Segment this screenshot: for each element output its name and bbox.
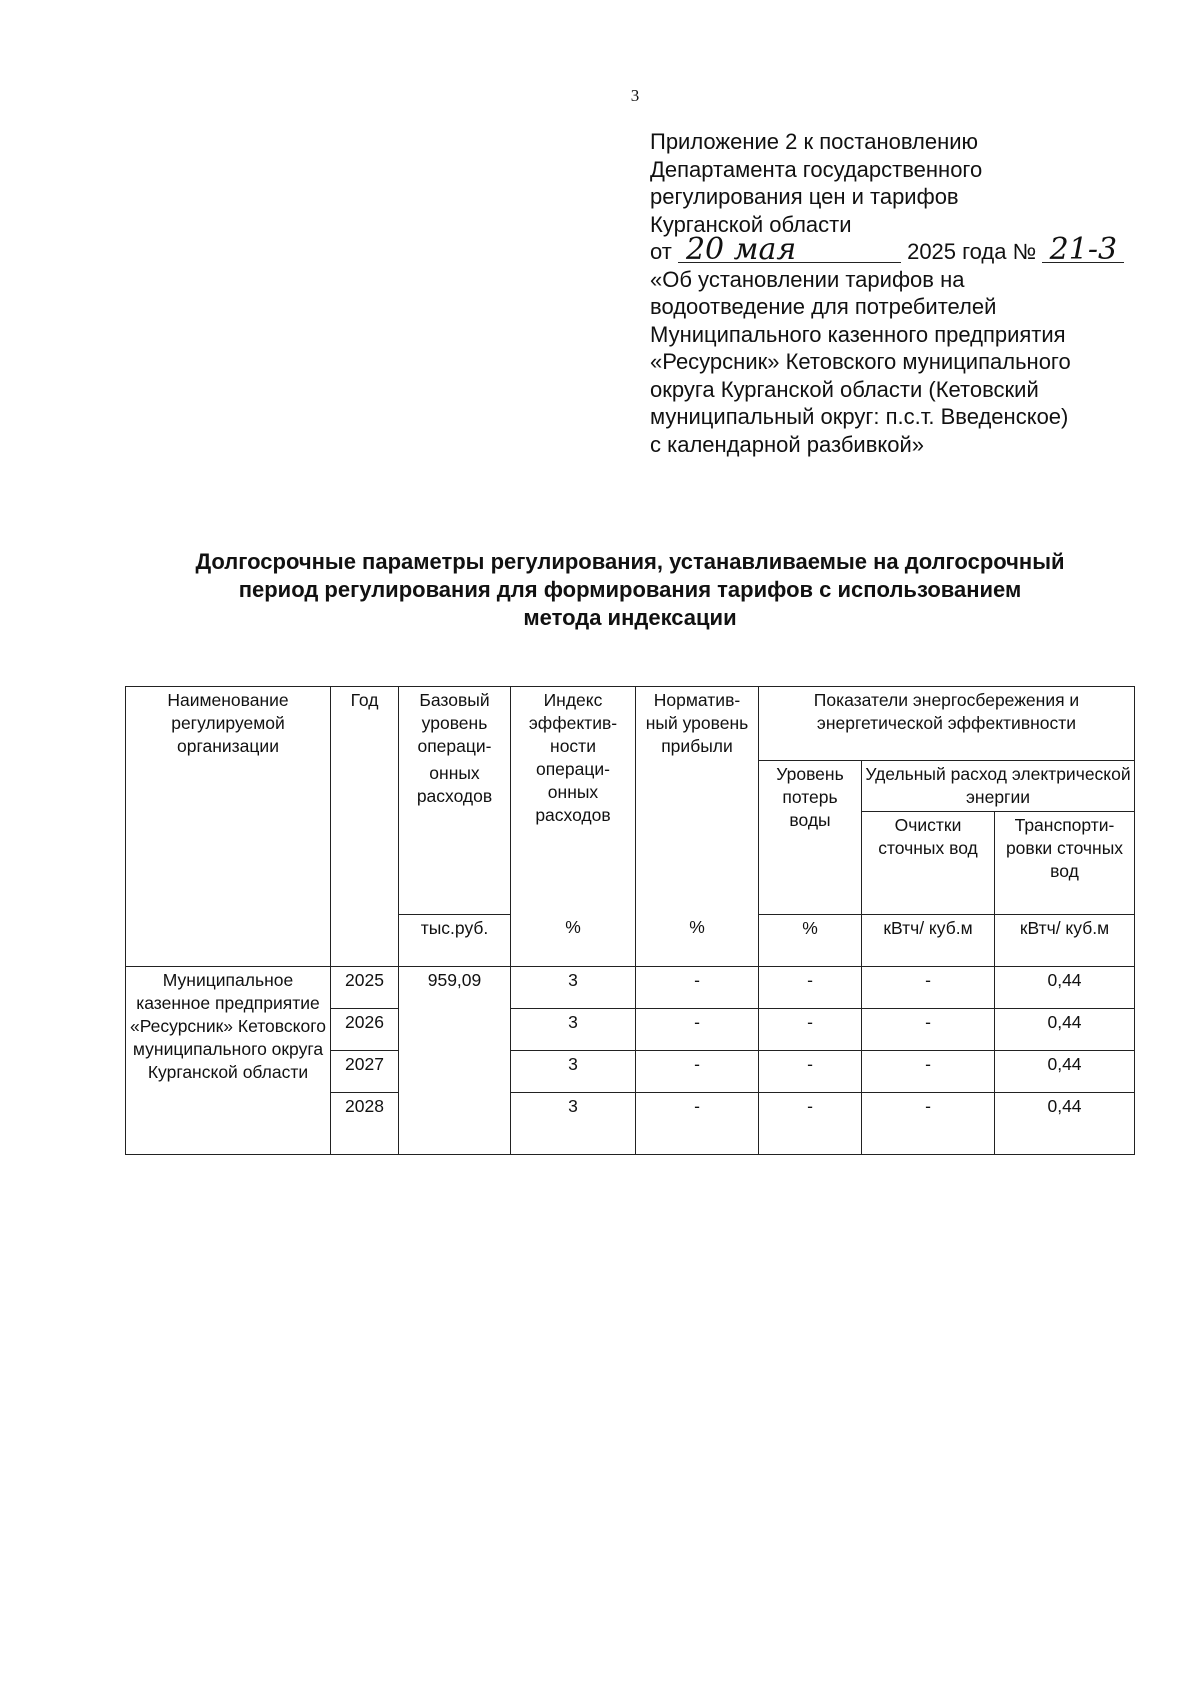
unit-treatment: кВтч/ куб.м xyxy=(862,914,995,966)
cell-profit: - xyxy=(636,1050,759,1092)
cell-year: 2028 xyxy=(331,1092,399,1154)
cell-transport: 0,44 xyxy=(995,1092,1135,1154)
appendix-line: муниципальный округ: п.с.т. Введенское) xyxy=(650,404,1069,429)
appendix-line: Департамента государственного xyxy=(650,156,983,182)
appendix-line: регулирования цен и тарифов xyxy=(650,184,959,209)
header-specific-consumption: Удельный расход электрической энергии xyxy=(862,760,1135,811)
appendix-line: округа Курганской области (Кетовский xyxy=(650,376,1039,402)
title-line: Долгосрочные параметры регулирования, устанавливаемые на долгосрочный xyxy=(195,549,1065,574)
page-number: 3 xyxy=(630,86,640,105)
header-organization: Наименование регулируемой организации xyxy=(126,687,331,915)
cell-index: 3 xyxy=(511,1050,636,1092)
cell-treatment: - xyxy=(862,966,995,1008)
header-energy-group: Показатели энергосбережения и энергетической эффективности xyxy=(759,687,1135,761)
base-value: 959,09 xyxy=(399,966,511,1154)
cell-transport: 0,44 xyxy=(995,1050,1135,1092)
cell-profit: - xyxy=(636,966,759,1008)
header-efficiency-index: Индекс эффектив-ности операци-онных расходов xyxy=(511,687,636,915)
header-water-loss: Уровень потерь воды xyxy=(759,760,862,914)
cell-year: 2025 xyxy=(331,966,399,1008)
cell-loss: - xyxy=(759,1008,862,1050)
cell-index: 3 xyxy=(511,1008,636,1050)
organization-name: Муниципальное казенное предприятие «Ресурсник» Кетовского муниципального округа Курганской области xyxy=(126,966,331,1154)
appendix-line: Муниципального казенного предприятия xyxy=(650,321,1066,347)
handwritten-number: 21-3 xyxy=(1042,238,1124,263)
cell-year: 2027 xyxy=(331,1050,399,1092)
header-year: Год xyxy=(331,687,399,967)
appendix-line: Курганской области xyxy=(650,211,852,237)
date-prefix: от xyxy=(650,239,672,264)
cell-index: 3 xyxy=(511,966,636,1008)
cell-loss: - xyxy=(759,1050,862,1092)
cell-year: 2026 xyxy=(331,1008,399,1050)
document-title xyxy=(140,548,1120,632)
cell-profit: - xyxy=(636,1008,759,1050)
appendix-line: с календарной разбивкой» xyxy=(650,431,925,457)
appendix-header xyxy=(650,128,1170,458)
header-transport: Транспорти-ровки сточных вод xyxy=(995,811,1135,914)
appendix-line: «Ресурсник» Кетовского муниципального xyxy=(650,349,1071,374)
title-line: метода индексации xyxy=(523,605,737,630)
unit-loss: % xyxy=(759,914,862,966)
appendix-line: водоотведение для потребителей xyxy=(650,294,997,319)
cell-transport: 0,44 xyxy=(995,966,1135,1008)
appendix-date-line xyxy=(650,232,1170,267)
header-profit-level: Норматив-ный уровень прибыли xyxy=(636,687,759,915)
header-treatment: Очистки сточных вод xyxy=(862,811,995,914)
appendix-line: Приложение 2 к постановлению xyxy=(650,129,979,154)
parameters-table xyxy=(125,686,1135,1155)
cell-index: 3 xyxy=(511,1092,636,1154)
unit-transport: кВтч/ куб.м xyxy=(995,914,1135,966)
cell-treatment: - xyxy=(862,1008,995,1050)
year-text: 2025 года № xyxy=(907,239,1037,264)
cell-treatment: - xyxy=(862,1050,995,1092)
cell-profit: - xyxy=(636,1092,759,1154)
cell-loss: - xyxy=(759,966,862,1008)
cell-treatment: - xyxy=(862,1092,995,1154)
unit-index: % xyxy=(511,914,636,966)
table-row xyxy=(126,966,1135,1008)
units-org-empty xyxy=(126,914,331,966)
appendix-line: «Об установлении тарифов на xyxy=(650,266,965,292)
cell-transport: 0,44 xyxy=(995,1008,1135,1050)
unit-profit: % xyxy=(636,914,759,966)
cell-loss: - xyxy=(759,1092,862,1154)
title-line: период регулирования для формирования тарифов с использованием xyxy=(238,577,1022,602)
handwritten-date: 20 мая xyxy=(678,238,901,263)
unit-base: тыс.руб. xyxy=(399,914,511,966)
header-base-bottom: онных расходов xyxy=(399,760,511,914)
header-base-top: Базовый уровень операци- xyxy=(399,687,511,761)
